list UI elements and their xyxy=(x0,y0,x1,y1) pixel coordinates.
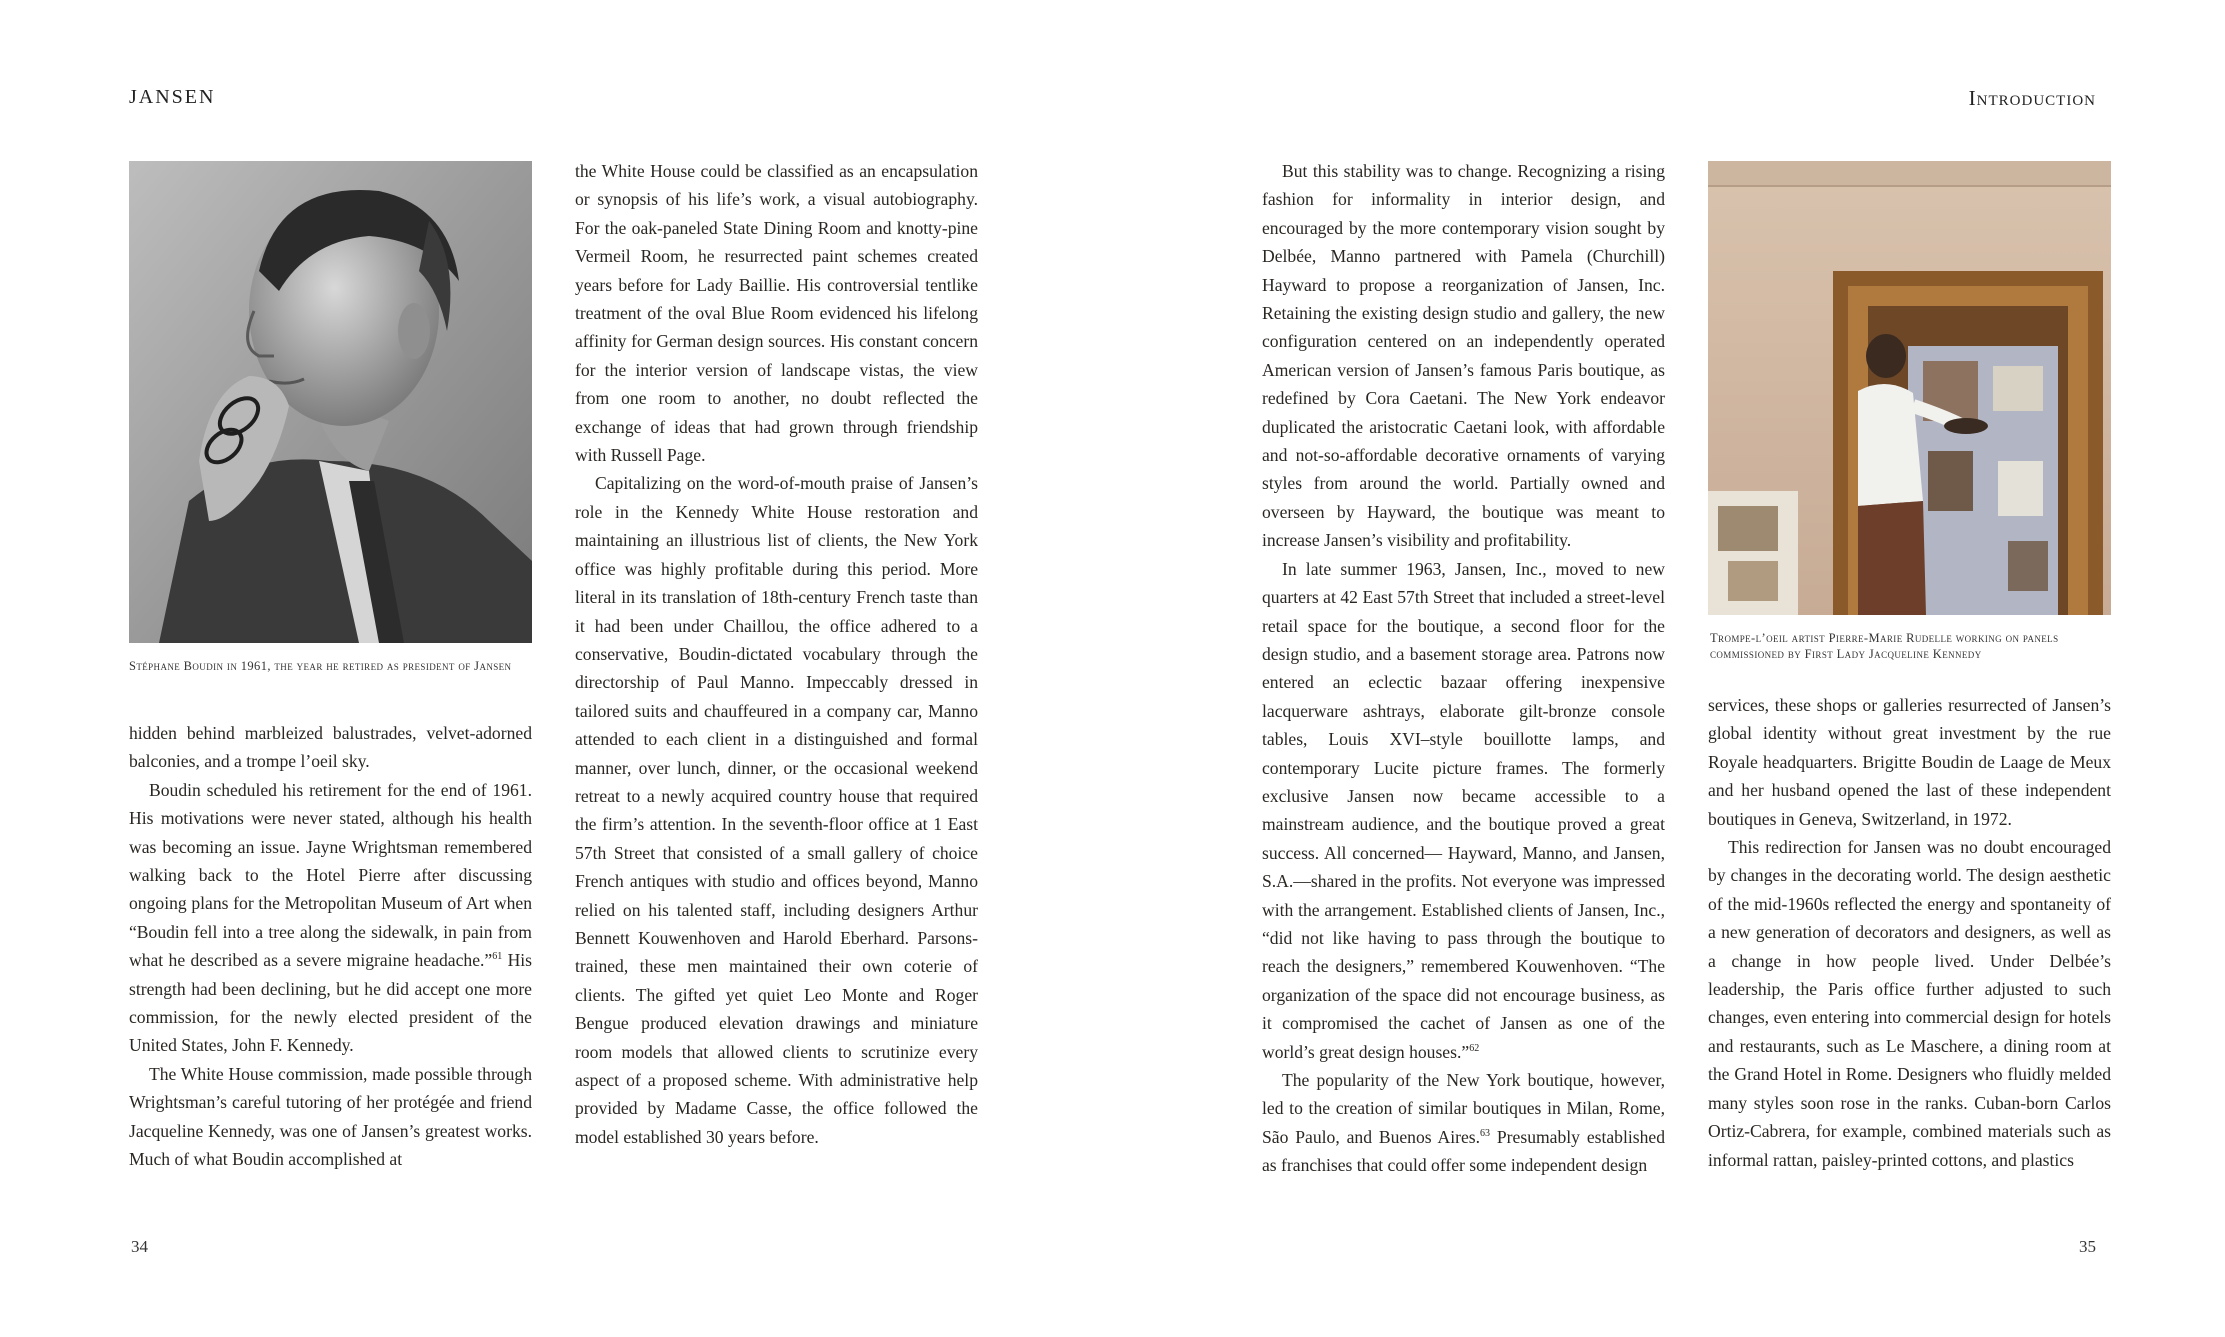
paragraph: the White House could be classified as an encapsulation or synopsis of his life’s work, a visual autobiography. For the oak-paneled State Dining Room and knotty-pine Vermeil Room, he resurrected paint schemes created years before for Lady Baillie. His controversial tentlike treatment of the oval Blue Room evidenced his lifelong affinity for German design sources. His constant concern for the interior version of landscape vistas, the view from one room to another, no doubt reflected the exchange of ideas that had grown through friendship with Russell Page. xyxy=(575,161,978,466)
paragraph: In late summer 1963, Jansen, Inc., moved to new quarters at 42 East 57th Street that included a street-level retail space for the boutique, a second floor for the design studio, and a basement storage area. Patrons now entered an eclectic bazaar offering inexpensive lacquerware ashtrays, elaborate gilt-bronze console tables, Louis XVI–style bouillotte lamps, and contemporary Lucite picture frames. The formerly exclusive Jansen now became accessible to a mainstream audience, and the boutique proved a great success. All concerned— Hayward, Manno, and Jansen, S.A.—shared in the profits. Not everyone was impressed with the arrangement. Established clients of Jansen, Inc., “did not like having to pass through the boutique to reach the designers,” remembered Kouwenhoven. “The organization of the space did not encourage business, as it compromised the cachet of Jansen as one of the world’s great design houses.”$^{62}$ xyxy=(1262,558,1665,1062)
paragraph: But this stability was to change. Recognizing a rising fashion for informality in interior design, and encouraged by the more contemporary vision sought by Delbée, Manno partnered with Pamela (Churchill) Hayward to propose a reorganization of Jansen, Inc. Retaining the existing design studio and gallery, the new configuration centered on an independently operated American version of Jansen’s famous Paris boutique, as redefined by Cora Caetani. The New York endeavor duplicated the aristocratic Caetani look, with affordable and not-so-affordable decorative ornaments of varying styles from around the world. Partially owned and overseen by Hayward, the boutique was meant to increase Jansen’s visibility and profitability. xyxy=(1262,161,1665,551)
paragraph: hidden behind marbleized balustrades, velvet-adorned balconies, and a trompe l’oeil sky. xyxy=(129,723,532,772)
running-head-right: Introduction xyxy=(1968,86,2096,110)
text-column-1 xyxy=(129,719,532,1174)
photo-caption-left: Stéphane Boudin in 1961, the year he retired as president of Jansen xyxy=(129,659,512,673)
footnote-ref: 61 xyxy=(492,951,503,963)
paragraph: The popularity of the New York boutique, however, led to the creation of similar boutiques in Milan, Rome, São Paulo, and Buenos Aires.$^{63}$ Presumably established as franchises that could offer some independent design xyxy=(1262,1070,1665,1176)
page-number-left: 34 xyxy=(131,1237,148,1256)
page-number-right: 35 xyxy=(2079,1237,2096,1256)
paragraph: Boudin scheduled his retirement for the end of 1961. His motivations were never stated, although his health was becoming an issue. Jayne Wrightsman remembered walking back to the Hotel Pierre after discussing ongoing plans for the Metropolitan Museum of Art when “Boudin fell into a tree along the sidewalk, in pain from what he described as a severe migraine headache.”$^{61}$ His strength had been declining, but he did accept one more commission, for the newly elected president of the United States, John F. Kennedy. xyxy=(129,779,533,1056)
paragraph: services, these shops or galleries resurrected of Jansen’s global identity without great investment by the rue Royale headquarters. Brigitte Boudin de Laage de Meux and her husband opened the last of these independent boutiques in Geneva, Switzerland, in 1972. xyxy=(1708,695,2111,829)
text-column-4 xyxy=(1708,691,2111,1174)
paragraph: This redirection for Jansen was no doubt encouraged by changes in the decorating world. The design aesthetic of the mid-1960s reflected the energy and spontaneity of a new generation of decorators and designers, as well as a change in how people lived. Under Delbée’s leadership, the Paris office further adjusted to such changes, even entering into commercial design for hotels and restaurants, such as Le Maschere, a dining room at the Grand Hotel in Rome. Designers who fluidly melded many styles soon rose in the ranks. Cuban-born Carlos Ortiz-Cabrera, for example, combined materials such as informal rattan, paisley-printed cottons, and plastics xyxy=(1708,837,2111,1170)
photo-caption-right: Trompe-l’oeil artist Pierre-Marie Rudelle working on panels commissioned by First Lady Jacqueline Kennedy xyxy=(1710,631,2059,661)
photo-pierre-marie-rudelle xyxy=(1708,161,2111,615)
footnote-ref: 63 xyxy=(1480,1127,1491,1139)
text-column-2 xyxy=(575,157,978,1151)
paragraph: Capitalizing on the word-of-mouth praise of Jansen’s role in the Kennedy White House restoration and maintaining an illustrious list of clients, the New York office was highly profitable during this period. More literal in its translation of 18th-century French taste than it had been under Chaillou, the office adhered to a conservative, Boudin-dictated vocabulary through the directorship of Paul Manno. Impeccably dressed in tailored suits and chauffeured in a company car, Manno attended to each client in a distinguished and formal manner, over lunch, dinner, or the occasional weekend retreat to a newly acquired country house that required the firm’s attention. In the seventh-floor office at 1 East 57th Street that consisted of a small gallery of choice French antiques with studio and offices beyond, Manno relied on his talented staff, including designers Arthur Bennett Kouwenhoven and Harold Eberhard. Parsons-trained, these men maintained their own coterie of clients. The gifted yet quiet Leo Monte and Roger Bengue produced elevation drawings and miniature room models that allowed clients to scrutinize every aspect of a proposed scheme. With administrative help provided by Madame Casse, the office followed the model established 30 years before. xyxy=(575,473,978,1147)
photo-stephane-boudin xyxy=(129,161,532,643)
footnote-ref: 62 xyxy=(1469,1042,1480,1054)
paragraph: The White House commission, made possible through Wrightsman’s careful tutoring of her protégée and friend Jacqueline Kennedy, was one of Jansen’s greatest works. Much of what Boudin accomplished at xyxy=(129,1063,532,1170)
text-column-3 xyxy=(1262,157,1665,1180)
running-head-left: JANSEN xyxy=(129,86,216,108)
